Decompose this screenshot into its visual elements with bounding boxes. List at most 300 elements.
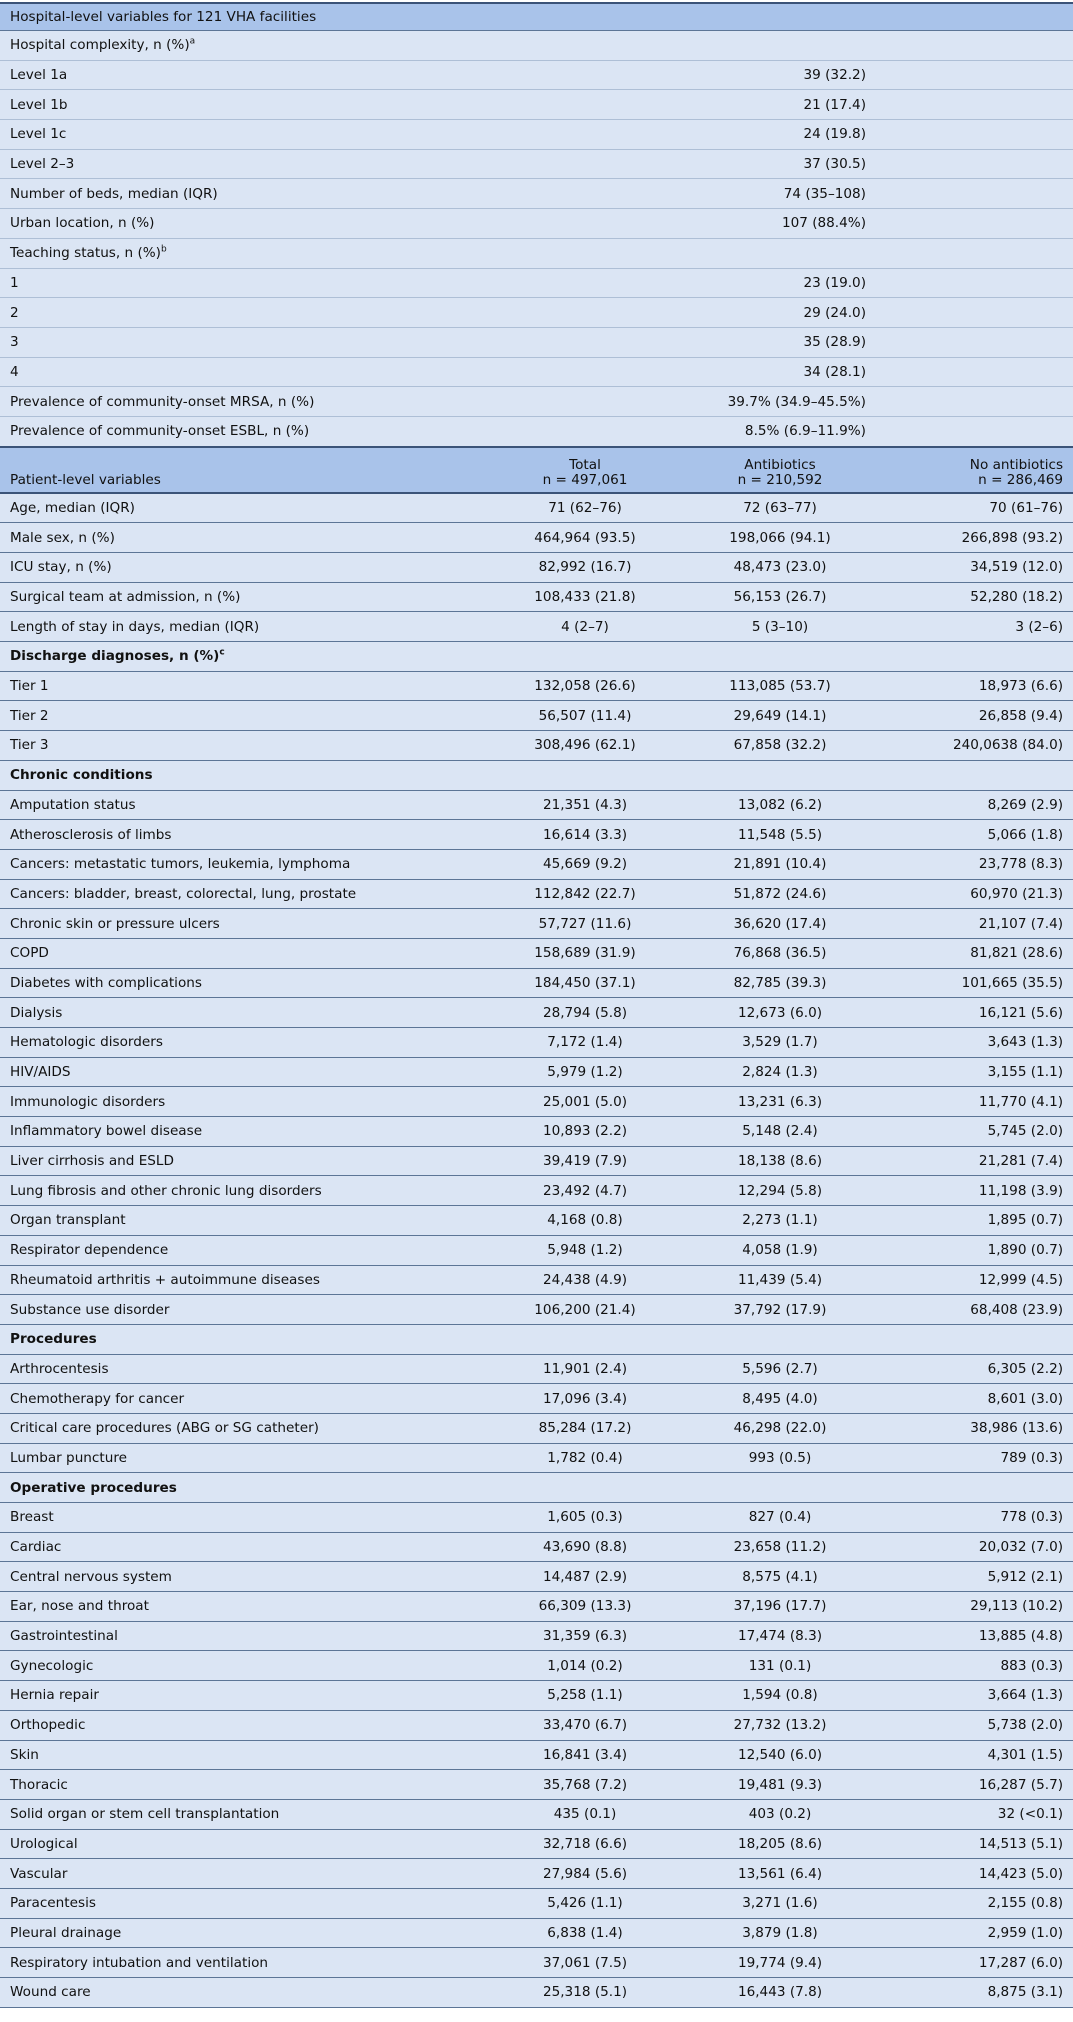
row-label (0, 1235, 490, 1265)
value-cell: 20,032 (7.0) (880, 1532, 1073, 1562)
patient-row (0, 1176, 1073, 1206)
row-label (0, 1888, 490, 1918)
hospital-value: 37 (30.5) (490, 149, 880, 179)
row-label-text: Orthopedic (10, 1717, 86, 1734)
row-label-text: Urological (10, 1835, 78, 1852)
value-cell: 16,121 (5.6) (880, 998, 1073, 1028)
row-label-text: Number of beds, median (IQR) (10, 185, 218, 202)
row-label-text: Level 1a (10, 67, 68, 84)
value-cell: 5,148 (2.4) (680, 1117, 880, 1147)
hospital-value (490, 31, 880, 61)
value-cell: 5,426 (1.1) (490, 1888, 680, 1918)
hospital-header-row (0, 3, 1073, 31)
row-label (0, 120, 490, 150)
value-cell: 21,281 (7.4) (880, 1146, 1073, 1176)
value-cell: 12,540 (6.0) (680, 1740, 880, 1770)
row-label (0, 523, 490, 553)
value-cell: 71 (62–76) (490, 493, 680, 523)
value-cell: 12,673 (6.0) (680, 998, 880, 1028)
value-cell: 4,058 (1.9) (680, 1235, 880, 1265)
row-label-text: Length of stay in days, median (IQR) (10, 618, 260, 635)
row-label (0, 493, 490, 523)
value-cell: 33,470 (6.7) (490, 1710, 680, 1740)
patient-row (0, 493, 1073, 523)
value-cell: 308,496 (62.1) (490, 731, 680, 761)
column-header (490, 447, 680, 493)
row-label (0, 909, 490, 939)
patient-row (0, 849, 1073, 879)
column-header (880, 447, 1073, 493)
row-label-text: 1 (10, 274, 19, 291)
row-label (0, 1859, 490, 1889)
patient-row (0, 820, 1073, 850)
row-label (0, 327, 490, 357)
row-label-text: Prevalence of community-onset ESBL, n (%) (10, 423, 310, 440)
value-cell: 5,066 (1.8) (880, 820, 1073, 850)
value-cell: 106,200 (21.4) (490, 1295, 680, 1325)
value-cell: 3,664 (1.3) (880, 1681, 1073, 1711)
row-label (0, 179, 490, 209)
value-cell: 5,979 (1.2) (490, 1057, 680, 1087)
patient-row (0, 1918, 1073, 1948)
row-label (0, 998, 490, 1028)
empty-cell (880, 149, 1073, 179)
row-label-text: 2 (10, 304, 19, 321)
row-label-text: Age, median (IQR) (10, 499, 135, 516)
value-cell: 6,305 (2.2) (880, 1354, 1073, 1384)
value-cell: 3,879 (1.8) (680, 1918, 880, 1948)
value-cell: 12,294 (5.8) (680, 1176, 880, 1206)
row-label (0, 1503, 490, 1533)
row-label (0, 1384, 490, 1414)
value-cell: 81,821 (28.6) (880, 938, 1073, 968)
value-cell: 25,001 (5.0) (490, 1087, 680, 1117)
value-cell: 66,309 (13.3) (490, 1592, 680, 1622)
section-row (0, 1473, 1073, 1503)
value-cell: 266,898 (93.2) (880, 523, 1073, 553)
value-cell: 6,838 (1.4) (490, 1918, 680, 1948)
row-label (0, 642, 1073, 672)
row-label (0, 1473, 1073, 1503)
row-label-text: Skin (10, 1746, 39, 1763)
hospital-row (0, 31, 1073, 61)
value-cell: 25,318 (5.1) (490, 1978, 680, 2008)
value-cell: 37,792 (17.9) (680, 1295, 880, 1325)
value-cell: 8,495 (4.0) (680, 1384, 880, 1414)
row-label (0, 31, 490, 61)
value-cell: 5,912 (2.1) (880, 1562, 1073, 1592)
row-label-text: Gynecologic (10, 1657, 94, 1674)
row-label-text: Respiratory intubation and ventilation (10, 1954, 269, 1971)
patient-row (0, 1146, 1073, 1176)
column-n: n = 497,061 (542, 471, 628, 488)
hospital-value: 24 (19.8) (490, 120, 880, 150)
section-row (0, 760, 1073, 790)
hospital-value: 8.5% (6.9–11.9%) (490, 416, 880, 446)
value-cell: 16,287 (5.7) (880, 1770, 1073, 1800)
hospital-value: 74 (35–108) (490, 179, 880, 209)
value-cell: 32 (<0.1) (880, 1799, 1073, 1829)
value-cell: 85,284 (17.2) (490, 1413, 680, 1443)
patient-row (0, 701, 1073, 731)
patient-row (0, 1948, 1073, 1978)
column-name: No antibiotics (969, 456, 1064, 473)
row-label (0, 1918, 490, 1948)
value-cell: 3,271 (1.6) (680, 1888, 880, 1918)
row-label (0, 1592, 490, 1622)
hospital-row (0, 179, 1073, 209)
row-label (0, 90, 490, 120)
hospital-header: Hospital-level variables for 121 VHA facilities (0, 3, 1073, 31)
value-cell: 13,561 (6.4) (680, 1859, 880, 1889)
value-cell: 11,901 (2.4) (490, 1354, 680, 1384)
row-label-text: Immunologic disorders (10, 1093, 166, 1110)
row-label-text: Breast (10, 1509, 54, 1526)
hospital-value: 29 (24.0) (490, 298, 880, 328)
row-label-text: Inflammatory bowel disease (10, 1123, 203, 1140)
value-cell: 14,423 (5.0) (880, 1859, 1073, 1889)
row-label (0, 209, 490, 239)
table-body (0, 3, 1073, 2007)
row-label-text: Chronic skin or pressure ulcers (10, 915, 220, 932)
value-cell: 17,287 (6.0) (880, 1948, 1073, 1978)
value-cell: 10,893 (2.2) (490, 1117, 680, 1147)
hospital-row (0, 416, 1073, 446)
characteristics-table (0, 2, 1073, 2008)
value-cell: 76,868 (36.5) (680, 938, 880, 968)
value-cell: 43,690 (8.8) (490, 1532, 680, 1562)
value-cell: 24,438 (4.9) (490, 1265, 680, 1295)
column-name: Antibiotics (744, 456, 816, 473)
value-cell: 37,196 (17.7) (680, 1592, 880, 1622)
patient-row (0, 1710, 1073, 1740)
section-row (0, 642, 1073, 672)
empty-cell (880, 179, 1073, 209)
value-cell: 17,474 (8.3) (680, 1621, 880, 1651)
row-label-text: Procedures (10, 1331, 97, 1348)
row-label-text: Atherosclerosis of limbs (10, 826, 172, 843)
value-cell: 5,738 (2.0) (880, 1710, 1073, 1740)
patient-row (0, 998, 1073, 1028)
value-cell: 2,959 (1.0) (880, 1918, 1073, 1948)
value-cell: 101,665 (35.5) (880, 968, 1073, 998)
value-cell: 72 (63–77) (680, 493, 880, 523)
value-cell: 993 (0.5) (680, 1443, 880, 1473)
value-cell: 3 (2–6) (880, 612, 1073, 642)
value-cell: 3,529 (1.7) (680, 1028, 880, 1058)
patient-row (0, 1770, 1073, 1800)
value-cell: 1,605 (0.3) (490, 1503, 680, 1533)
value-cell: 23,492 (4.7) (490, 1176, 680, 1206)
value-cell: 112,842 (22.7) (490, 879, 680, 909)
row-label (0, 1087, 490, 1117)
value-cell: 5,596 (2.7) (680, 1354, 880, 1384)
row-label (0, 1324, 1073, 1354)
row-label (0, 1770, 490, 1800)
value-cell: 8,575 (4.1) (680, 1562, 880, 1592)
value-cell: 2,273 (1.1) (680, 1206, 880, 1236)
row-label (0, 1651, 490, 1681)
hospital-value: 34 (28.1) (490, 357, 880, 387)
row-label (0, 1413, 490, 1443)
patient-row (0, 1235, 1073, 1265)
patient-row (0, 1740, 1073, 1770)
row-label (0, 1621, 490, 1651)
patient-row (0, 1117, 1073, 1147)
value-cell: 1,895 (0.7) (880, 1206, 1073, 1236)
value-cell: 778 (0.3) (880, 1503, 1073, 1533)
column-name: Total (569, 456, 601, 473)
patient-row (0, 1413, 1073, 1443)
value-cell: 3,643 (1.3) (880, 1028, 1073, 1058)
patient-row (0, 1354, 1073, 1384)
value-cell: 36,620 (17.4) (680, 909, 880, 939)
row-label (0, 1562, 490, 1592)
value-cell: 16,841 (3.4) (490, 1740, 680, 1770)
value-cell: 18,138 (8.6) (680, 1146, 880, 1176)
empty-cell (880, 268, 1073, 298)
patient-row (0, 1443, 1073, 1473)
value-cell: 132,058 (26.6) (490, 671, 680, 701)
value-cell: 27,732 (13.2) (680, 1710, 880, 1740)
empty-cell (880, 416, 1073, 446)
empty-cell (880, 387, 1073, 417)
value-cell: 8,601 (3.0) (880, 1384, 1073, 1414)
row-label-text: Cancers: metastatic tumors, leukemia, lymphoma (10, 856, 351, 873)
value-cell: 4,301 (1.5) (880, 1740, 1073, 1770)
value-cell: 18,973 (6.6) (880, 671, 1073, 701)
value-cell: 37,061 (7.5) (490, 1948, 680, 1978)
empty-cell (880, 120, 1073, 150)
row-label-text: Dialysis (10, 1004, 63, 1021)
value-cell: 27,984 (5.6) (490, 1859, 680, 1889)
value-cell: 13,082 (6.2) (680, 790, 880, 820)
value-cell: 26,858 (9.4) (880, 701, 1073, 731)
section-row (0, 1324, 1073, 1354)
row-label (0, 1740, 490, 1770)
row-label-text: Thoracic (10, 1776, 68, 1793)
row-label-text: Amputation status (10, 796, 136, 813)
row-label (0, 1829, 490, 1859)
row-label-text: Tier 1 (10, 678, 49, 695)
value-cell: 48,473 (23.0) (680, 553, 880, 583)
value-cell: 82,785 (39.3) (680, 968, 880, 998)
row-label-text: Hematologic disorders (10, 1034, 163, 1051)
value-cell: 68,408 (23.9) (880, 1295, 1073, 1325)
value-cell: 82,992 (16.7) (490, 553, 680, 583)
row-label (0, 1978, 490, 2008)
value-cell: 7,172 (1.4) (490, 1028, 680, 1058)
column-n: n = 210,592 (737, 471, 823, 488)
value-cell: 198,066 (94.1) (680, 523, 880, 553)
row-label-text: Critical care procedures (ABG or SG catheter) (10, 1420, 319, 1437)
patient-row (0, 1295, 1073, 1325)
footnote-marker: c (219, 647, 225, 658)
value-cell: 16,614 (3.3) (490, 820, 680, 850)
value-cell: 2,824 (1.3) (680, 1057, 880, 1087)
row-label (0, 357, 490, 387)
value-cell: 52,280 (18.2) (880, 582, 1073, 612)
row-label (0, 968, 490, 998)
hospital-row (0, 149, 1073, 179)
row-label (0, 60, 490, 90)
footnote-marker: a (189, 36, 196, 47)
value-cell: 827 (0.4) (680, 1503, 880, 1533)
value-cell: 13,231 (6.3) (680, 1087, 880, 1117)
patient-row (0, 1681, 1073, 1711)
row-label (0, 1948, 490, 1978)
value-cell: 789 (0.3) (880, 1443, 1073, 1473)
value-cell: 883 (0.3) (880, 1651, 1073, 1681)
row-label (0, 1057, 490, 1087)
hospital-row (0, 238, 1073, 268)
hospital-row (0, 268, 1073, 298)
row-label-text: Solid organ or stem cell transplantation (10, 1806, 280, 1823)
patient-row (0, 1503, 1073, 1533)
patient-row (0, 909, 1073, 939)
row-label (0, 582, 490, 612)
row-label-text: Level 2–3 (10, 156, 75, 173)
patient-row (0, 790, 1073, 820)
hospital-row (0, 327, 1073, 357)
value-cell: 46,298 (22.0) (680, 1413, 880, 1443)
value-cell: 5,258 (1.1) (490, 1681, 680, 1711)
empty-cell (880, 90, 1073, 120)
row-label-text: Central nervous system (10, 1568, 172, 1585)
patient-row (0, 523, 1073, 553)
row-label-text: Pleural drainage (10, 1924, 122, 1941)
value-cell: 464,964 (93.5) (490, 523, 680, 553)
row-label (0, 671, 490, 701)
value-cell: 11,198 (3.9) (880, 1176, 1073, 1206)
hospital-value: 39 (32.2) (490, 60, 880, 90)
row-label (0, 553, 490, 583)
row-label-text: Male sex, n (%) (10, 529, 115, 546)
hospital-row (0, 298, 1073, 328)
row-label (0, 1532, 490, 1562)
row-label (0, 938, 490, 968)
empty-cell (880, 31, 1073, 61)
row-label-text: Rheumatoid arthritis + autoimmune diseases (10, 1271, 320, 1288)
value-cell: 4 (2–7) (490, 612, 680, 642)
value-cell: 184,450 (37.1) (490, 968, 680, 998)
patient-row (0, 1057, 1073, 1087)
patient-row (0, 1087, 1073, 1117)
value-cell: 21,351 (4.3) (490, 790, 680, 820)
hospital-value: 39.7% (34.9–45.5%) (490, 387, 880, 417)
value-cell: 14,513 (5.1) (880, 1829, 1073, 1859)
value-cell: 108,433 (21.8) (490, 582, 680, 612)
hospital-row (0, 387, 1073, 417)
patient-row (0, 968, 1073, 998)
patient-row (0, 1562, 1073, 1592)
hospital-row (0, 209, 1073, 239)
value-cell: 5,745 (2.0) (880, 1117, 1073, 1147)
patient-header-label: Patient-level variables (0, 447, 490, 493)
value-cell: 1,890 (0.7) (880, 1235, 1073, 1265)
row-label (0, 1117, 490, 1147)
value-cell: 38,986 (13.6) (880, 1413, 1073, 1443)
row-label-text: HIV/AIDS (10, 1064, 71, 1081)
patient-header-row (0, 447, 1073, 493)
row-label (0, 1710, 490, 1740)
value-cell: 23,778 (8.3) (880, 849, 1073, 879)
row-label (0, 731, 490, 761)
value-cell: 5,948 (1.2) (490, 1235, 680, 1265)
value-cell: 56,507 (11.4) (490, 701, 680, 731)
patient-row (0, 1384, 1073, 1414)
row-label (0, 1176, 490, 1206)
footnote-marker: b (161, 244, 167, 255)
value-cell: 1,782 (0.4) (490, 1443, 680, 1473)
row-label (0, 612, 490, 642)
row-label-text: Level 1b (10, 96, 68, 113)
empty-cell (880, 60, 1073, 90)
row-label-text: Arthrocentesis (10, 1360, 109, 1377)
value-cell: 28,794 (5.8) (490, 998, 680, 1028)
hospital-row (0, 60, 1073, 90)
patient-row (0, 671, 1073, 701)
row-label (0, 1265, 490, 1295)
value-cell: 29,113 (10.2) (880, 1592, 1073, 1622)
row-label-text: ICU stay, n (%) (10, 559, 112, 576)
row-label-text: Wound care (10, 1984, 91, 2001)
value-cell: 21,107 (7.4) (880, 909, 1073, 939)
row-label-text: Organ transplant (10, 1212, 126, 1229)
row-label-text: Cancers: bladder, breast, colorectal, lung, prostate (10, 885, 357, 902)
empty-cell (880, 357, 1073, 387)
value-cell: 19,774 (9.4) (680, 1948, 880, 1978)
patient-row (0, 938, 1073, 968)
value-cell: 39,419 (7.9) (490, 1146, 680, 1176)
row-label-text: Chronic conditions (10, 767, 153, 784)
hospital-row (0, 120, 1073, 150)
row-label-text: Gastrointestinal (10, 1628, 118, 1645)
value-cell: 4,168 (0.8) (490, 1206, 680, 1236)
value-cell: 17,096 (3.4) (490, 1384, 680, 1414)
value-cell: 56,153 (26.7) (680, 582, 880, 612)
row-label (0, 1799, 490, 1829)
column-header (680, 447, 880, 493)
row-label (0, 1295, 490, 1325)
row-label (0, 387, 490, 417)
row-label-text: Hospital complexity, n (%) (10, 37, 190, 54)
row-label-text: Ear, nose and throat (10, 1598, 149, 1615)
row-label (0, 820, 490, 850)
row-label-text: Tier 3 (10, 737, 49, 754)
row-label (0, 790, 490, 820)
row-label (0, 1206, 490, 1236)
value-cell: 8,875 (3.1) (880, 1978, 1073, 2008)
value-cell: 13,885 (4.8) (880, 1621, 1073, 1651)
value-cell: 12,999 (4.5) (880, 1265, 1073, 1295)
value-cell: 1,014 (0.2) (490, 1651, 680, 1681)
value-cell: 240,0638 (84.0) (880, 731, 1073, 761)
value-cell: 11,548 (5.5) (680, 820, 880, 850)
value-cell: 57,727 (11.6) (490, 909, 680, 939)
value-cell: 18,205 (8.6) (680, 1829, 880, 1859)
patient-row (0, 1799, 1073, 1829)
row-label (0, 416, 490, 446)
value-cell: 21,891 (10.4) (680, 849, 880, 879)
hospital-value: 21 (17.4) (490, 90, 880, 120)
row-label (0, 149, 490, 179)
value-cell: 2,155 (0.8) (880, 1888, 1073, 1918)
patient-row (0, 731, 1073, 761)
row-label-text: Cardiac (10, 1539, 62, 1556)
value-cell: 16,443 (7.8) (680, 1978, 880, 2008)
empty-cell (880, 209, 1073, 239)
